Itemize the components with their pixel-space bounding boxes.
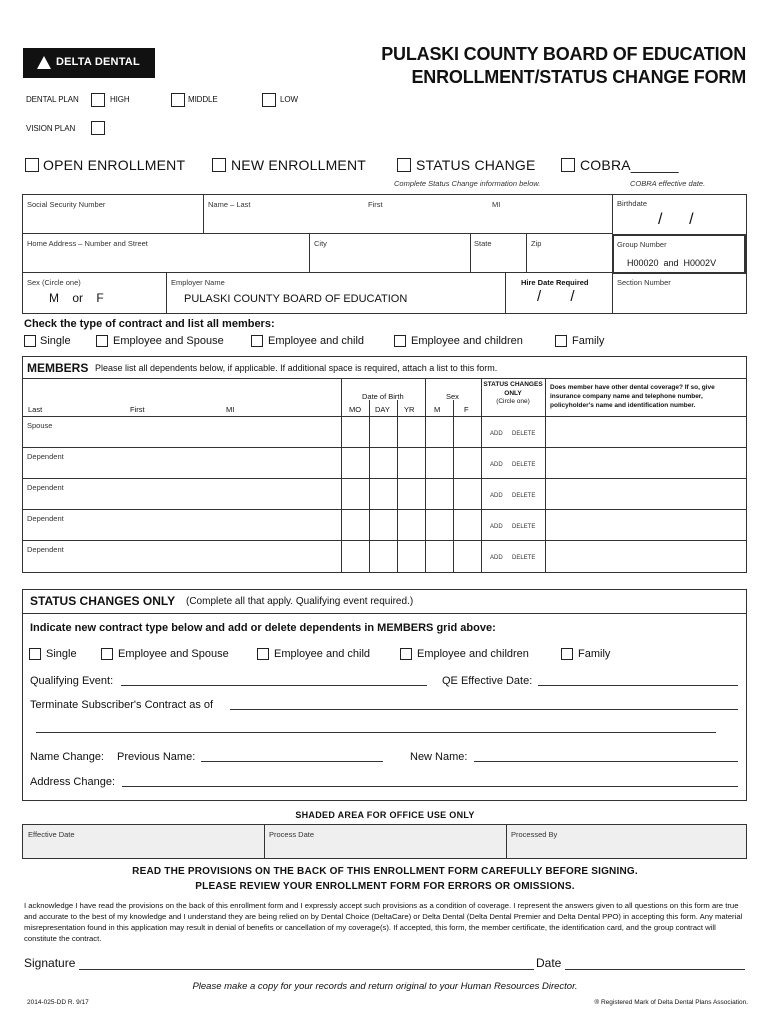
qualifying-event-line[interactable] bbox=[121, 685, 427, 686]
emp-children-checkbox[interactable] bbox=[394, 335, 406, 347]
dental-plan-label: DENTAL PLAN bbox=[26, 95, 79, 104]
cobra-checkbox[interactable] bbox=[561, 158, 575, 172]
city-label: City bbox=[314, 239, 327, 248]
mi-label: MI bbox=[492, 200, 501, 209]
signature-line[interactable] bbox=[79, 969, 534, 970]
provisions-body: I acknowledge I have read the provisions on the back of this enrollment form and I expressly accept such provisions as a condition of coverage. I represent the answers given to all questions on this form are true and accurate to the best of my knowledge and I understand they are being relied on by Dental Choice (DeltaCare) or Delta Dental (Delta Dental Premier and Delta Dental PPO) in accepting this form. Any material misrepresentation found in this application may result in denial of benefits or cancellation of my coverage(s). If accepted, this form, the member certificate, the identification card, and the group contract will constitute the contract. bbox=[24, 901, 743, 943]
sc-single-checkbox[interactable] bbox=[29, 648, 41, 660]
form-title-line2: ENROLLMENT/STATUS CHANGE FORM bbox=[411, 67, 746, 87]
status-changes-title: STATUS CHANGES ONLY bbox=[30, 594, 176, 608]
members-title: MEMBERS bbox=[27, 361, 89, 375]
sc-family-label: Family bbox=[578, 648, 611, 660]
add-option[interactable]: ADD bbox=[490, 462, 503, 468]
address-label: Home Address – Number and Street bbox=[27, 239, 148, 248]
member-row[interactable] bbox=[22, 447, 747, 478]
new-enrollment-checkbox[interactable] bbox=[212, 158, 226, 172]
contract-heading: Check the type of contract and list all members: bbox=[24, 318, 275, 330]
col-mo: MO bbox=[349, 405, 362, 414]
member-row-label: Dependent bbox=[27, 452, 64, 461]
qe-date-label: QE Effective Date: bbox=[442, 675, 533, 687]
col-first: First bbox=[130, 405, 145, 414]
sc-emp-children-checkbox[interactable] bbox=[400, 648, 412, 660]
members-description: Please list all dependents below, if applicable. If additional space is required, attach a list to this form. bbox=[95, 363, 498, 373]
process-date-label: Process Date bbox=[269, 830, 315, 839]
col-day: DAY bbox=[375, 405, 390, 414]
footer-registered: ® Registered Mark of Delta Dental Plans Association. bbox=[594, 999, 748, 1006]
status-change-checkbox[interactable] bbox=[397, 158, 411, 172]
group-number-label: Group Number bbox=[617, 240, 667, 249]
zip-label: Zip bbox=[531, 239, 542, 248]
office-title: SHADED AREA FOR OFFICE USE ONLY bbox=[295, 810, 475, 820]
new-name-label: New Name: bbox=[410, 751, 468, 763]
office-box bbox=[22, 824, 747, 859]
new-name-line[interactable] bbox=[474, 761, 738, 762]
status-changes-indicate: Indicate new contract type below and add or delete dependents in MEMBERS grid above: bbox=[30, 622, 496, 634]
state-label: State bbox=[474, 239, 492, 248]
low-label: LOW bbox=[280, 95, 298, 104]
status-change-label: STATUS CHANGE bbox=[416, 157, 536, 173]
middle-label: MIDDLE bbox=[188, 95, 218, 104]
delete-option[interactable]: DELETE bbox=[512, 524, 536, 530]
open-enrollment-checkbox[interactable] bbox=[25, 158, 39, 172]
hire-date-label: Hire Date Required bbox=[521, 278, 589, 287]
member-row[interactable] bbox=[22, 509, 747, 540]
sc-emp-spouse-label: Employee and Spouse bbox=[118, 648, 229, 660]
col-sex: Sex bbox=[446, 392, 459, 401]
employer-value: PULASKI COUNTY BOARD OF EDUCATION bbox=[184, 293, 408, 305]
delta-dental-logo bbox=[23, 48, 155, 78]
col-dob: Date of Birth bbox=[362, 392, 404, 401]
col-last: Last bbox=[28, 405, 43, 414]
footer-code: 2014-025-DD R. 9/17 bbox=[27, 999, 89, 1006]
member-row[interactable] bbox=[22, 478, 747, 509]
delete-option[interactable]: DELETE bbox=[512, 462, 536, 468]
member-row[interactable] bbox=[22, 540, 747, 571]
col-f: F bbox=[464, 405, 469, 414]
processed-by-label: Processed By bbox=[511, 830, 558, 839]
delta-logo-text: DELTA DENTAL bbox=[56, 56, 140, 68]
sex-label: Sex (Circle one) bbox=[27, 278, 81, 287]
terminate-label: Terminate Subscriber's Contract as of bbox=[30, 699, 214, 711]
high-checkbox[interactable] bbox=[91, 93, 105, 107]
emp-child-label: Employee and child bbox=[268, 335, 365, 347]
first-label: First bbox=[368, 200, 383, 209]
member-row[interactable] bbox=[22, 416, 747, 447]
sc-single-label: Single bbox=[46, 648, 77, 660]
previous-name-line[interactable] bbox=[201, 761, 383, 762]
new-enrollment-label: NEW ENROLLMENT bbox=[231, 157, 367, 173]
add-option[interactable]: ADD bbox=[490, 524, 503, 530]
sex-value: M or F bbox=[49, 291, 104, 305]
col-circle: (Circle one) bbox=[496, 398, 530, 405]
vision-plan-label: VISION PLAN bbox=[26, 124, 76, 133]
section-number-label: Section Number bbox=[617, 278, 671, 287]
member-row-label: Dependent bbox=[27, 514, 64, 523]
hire-date-slashes: / / bbox=[537, 288, 575, 305]
sc-family-checkbox[interactable] bbox=[561, 648, 573, 660]
add-option[interactable]: ADD bbox=[490, 431, 503, 437]
col-yr: YR bbox=[404, 405, 415, 414]
vision-checkbox[interactable] bbox=[91, 121, 105, 135]
col-mi: MI bbox=[226, 405, 235, 414]
group-number-value: H00020 and H0002V bbox=[627, 258, 717, 268]
family-checkbox[interactable] bbox=[555, 335, 567, 347]
date-label: Date bbox=[536, 956, 562, 970]
birthdate-slashes: / / bbox=[658, 211, 694, 228]
emp-children-label: Employee and children bbox=[411, 335, 523, 347]
col-status: STATUS CHANGES ONLY bbox=[483, 381, 543, 397]
sc-emp-child-checkbox[interactable] bbox=[257, 648, 269, 660]
delta-logo-icon bbox=[37, 56, 51, 69]
employer-label: Employer Name bbox=[171, 278, 225, 287]
open-enrollment-label: OPEN ENROLLMENT bbox=[43, 157, 186, 173]
sc-emp-children-label: Employee and children bbox=[417, 648, 529, 660]
member-row-label: Dependent bbox=[27, 483, 64, 492]
effective-date-label: Effective Date bbox=[28, 830, 75, 839]
status-changes-subtitle: (Complete all that apply. Qualifying event required.) bbox=[186, 596, 414, 607]
provisions-line2: PLEASE REVIEW YOUR ENROLLMENT FORM FOR ERRORS OR OMISSIONS. bbox=[195, 881, 575, 892]
terminate-line-2[interactable] bbox=[36, 732, 716, 733]
delete-option[interactable]: DELETE bbox=[512, 555, 536, 561]
single-label: Single bbox=[40, 335, 71, 347]
sc-emp-child-label: Employee and child bbox=[274, 648, 371, 660]
address-change-line[interactable] bbox=[122, 786, 738, 787]
col-other-coverage: Does member have other dental coverage? If so, give insurance company name and telephone number, policyholder's name and identification number. bbox=[550, 384, 715, 409]
emp-child-checkbox[interactable] bbox=[251, 335, 263, 347]
member-row-label: Spouse bbox=[27, 421, 53, 430]
family-label: Family bbox=[572, 335, 605, 347]
sc-emp-spouse-checkbox[interactable] bbox=[101, 648, 113, 660]
name-last-label: Name – Last bbox=[208, 200, 251, 209]
provisions-line1: READ THE PROVISIONS ON THE BACK OF THIS ENROLLMENT FORM CAREFULLY BEFORE SIGNING. bbox=[132, 866, 638, 877]
delete-option[interactable]: DELETE bbox=[512, 431, 536, 437]
col-m: M bbox=[434, 405, 441, 414]
cobra-note: COBRA effective date. bbox=[630, 179, 706, 188]
emp-spouse-label: Employee and Spouse bbox=[113, 335, 224, 347]
signature-label: Signature bbox=[24, 956, 76, 970]
birthdate-label: Birthdate bbox=[617, 199, 648, 208]
emp-spouse-checkbox[interactable] bbox=[96, 335, 108, 347]
member-row-label: Dependent bbox=[27, 545, 64, 554]
qe-date-line[interactable] bbox=[538, 685, 738, 686]
add-option[interactable]: ADD bbox=[490, 555, 503, 561]
single-checkbox[interactable] bbox=[24, 335, 36, 347]
cobra-label: COBRA______ bbox=[580, 157, 679, 173]
delete-option[interactable]: DELETE bbox=[512, 493, 536, 499]
previous-name-label: Previous Name: bbox=[117, 751, 196, 763]
footer-copy: Please make a copy for your records and return original to your Human Resources Director. bbox=[192, 981, 578, 992]
middle-checkbox[interactable] bbox=[171, 93, 185, 107]
name-change-label: Name Change: bbox=[30, 751, 104, 763]
low-checkbox[interactable] bbox=[262, 93, 276, 107]
high-label: HIGH bbox=[110, 95, 130, 104]
status-change-note: Complete Status Change information below. bbox=[394, 179, 541, 188]
form-title-line1: PULASKI COUNTY BOARD OF EDUCATION bbox=[381, 44, 746, 64]
add-option[interactable]: ADD bbox=[490, 493, 503, 499]
status-changes-box bbox=[22, 589, 747, 801]
ssn-label: Social Security Number bbox=[27, 200, 106, 209]
date-line[interactable] bbox=[565, 969, 745, 970]
address-change-label: Address Change: bbox=[30, 776, 115, 788]
terminate-line[interactable] bbox=[230, 709, 738, 710]
qualifying-event-label: Qualifying Event: bbox=[30, 675, 114, 687]
